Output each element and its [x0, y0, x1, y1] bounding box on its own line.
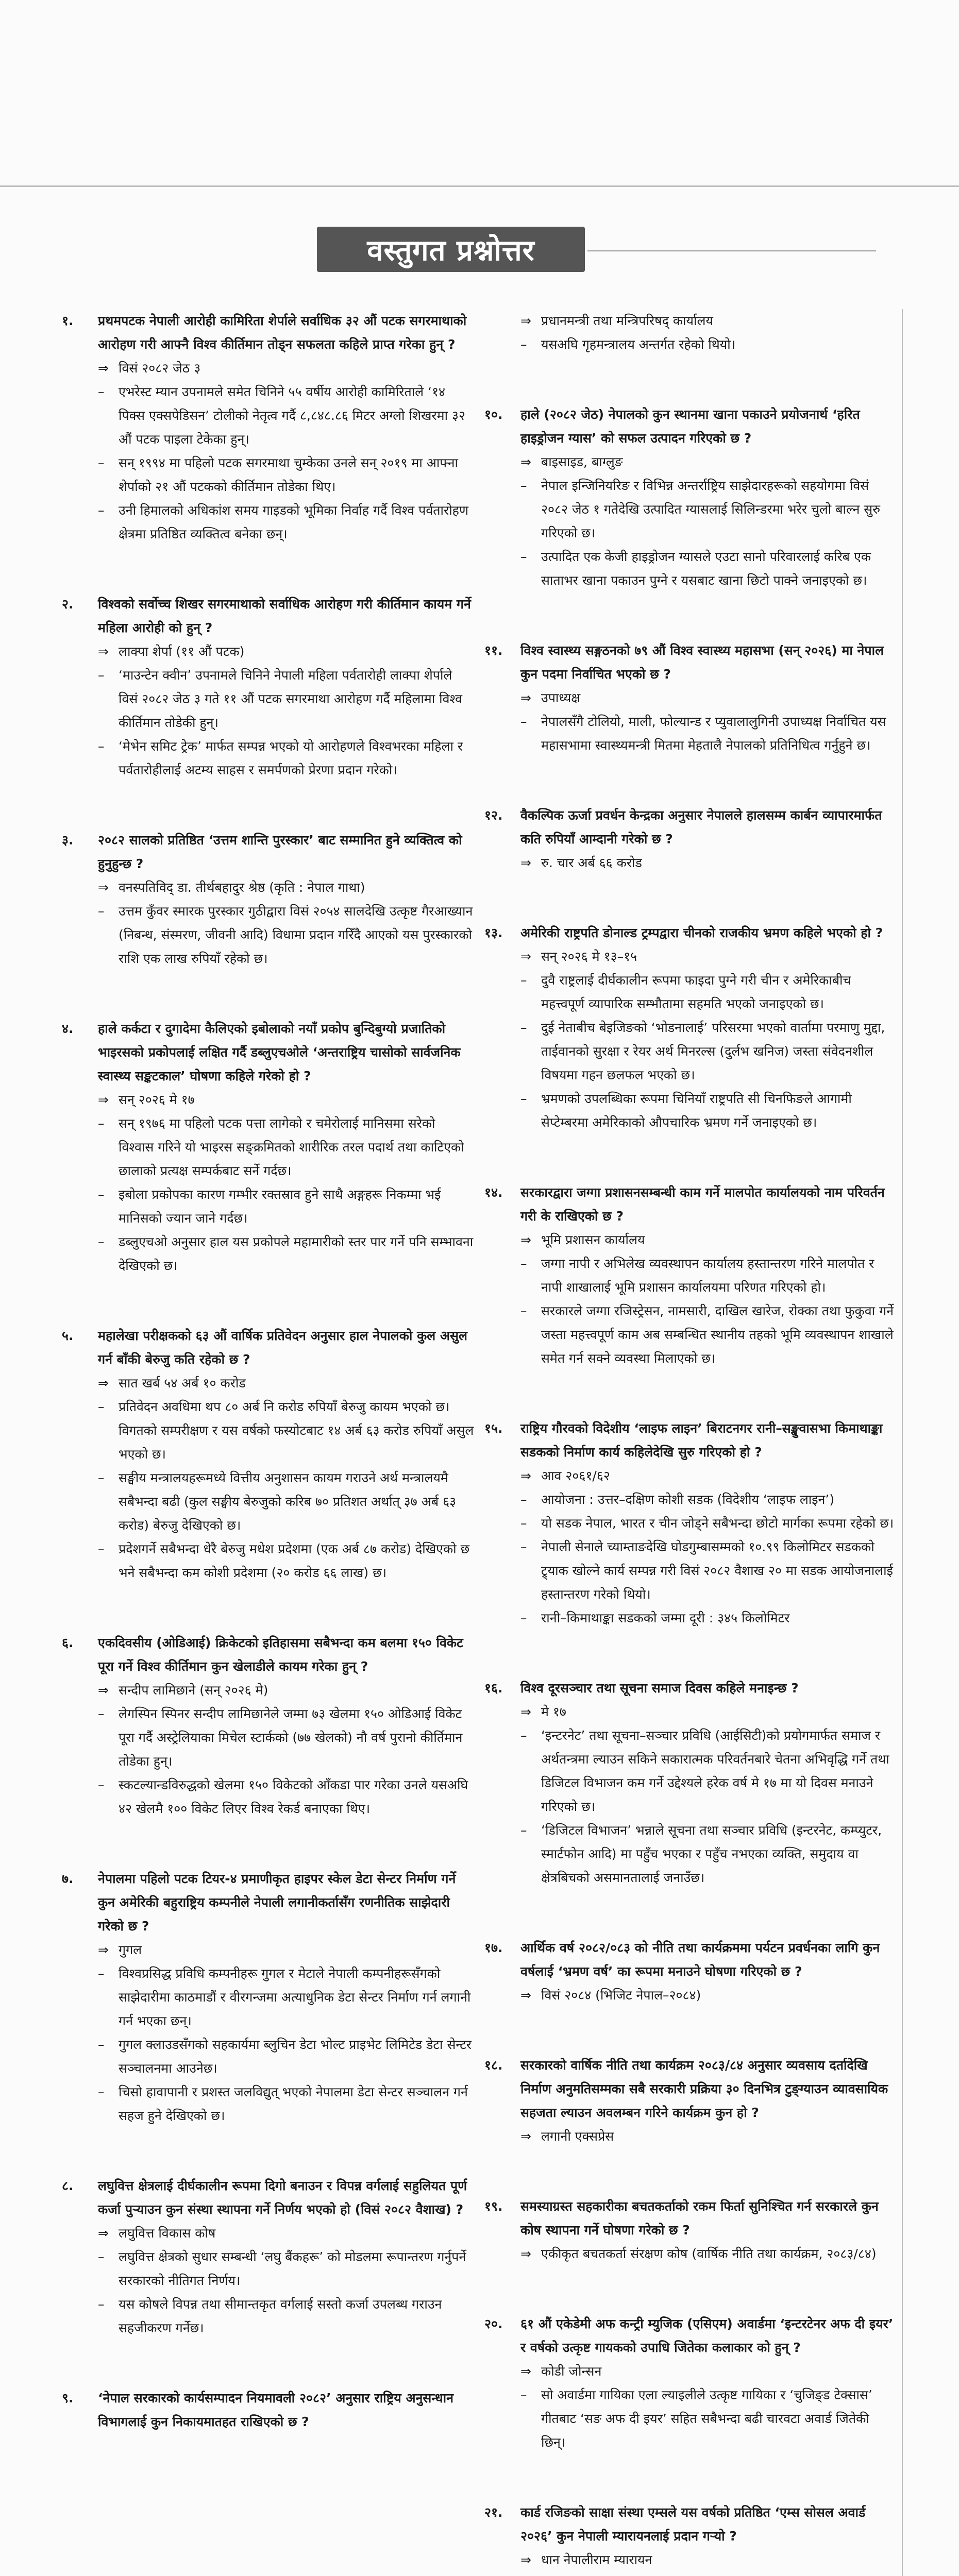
question-number: १९. [484, 2199, 503, 2214]
answer [520, 1984, 897, 2007]
note-text: सन् १९९४ मा पहिलो पटक सगरमाथा चुम्केका उनले सन् २०१९ मा आफ्ना शेर्पाको २१ औं पटकको कीर्तिमान तोडेका थिए। [119, 455, 458, 494]
note-item [520, 1016, 897, 1087]
question-item [62, 1017, 474, 1278]
answer-text: विसं २०८४ (भिजिट नेपाल–२०८४) [541, 1988, 701, 2003]
note-item [98, 664, 474, 735]
answer [98, 1679, 474, 1702]
answer-arrow-icon: ⇒ [98, 2226, 109, 2241]
bullet-dash-icon: – [98, 1706, 105, 1721]
answer-notes [98, 2245, 474, 2340]
answer-arrow-icon: ⇒ [520, 1704, 531, 1719]
answer-notes [520, 474, 897, 592]
bullet-dash-icon: – [98, 455, 105, 470]
question-number: ४. [62, 1021, 74, 1036]
bullet-dash-icon: – [98, 384, 105, 399]
bullet-dash-icon: – [98, 2249, 105, 2264]
question [62, 1017, 474, 1088]
question-number: ७. [62, 1871, 74, 1886]
bullet-dash-icon: – [98, 668, 105, 683]
question-item [62, 2174, 474, 2340]
answer-text: वनस्पतिविद् डा. तीर्थबहादुर श्रेष्ठ (कृति : नेपाल गाथा) [119, 880, 365, 895]
note-item [98, 735, 474, 782]
bullet-dash-icon: – [520, 1020, 527, 1035]
answer-text: लाक्पा शेर्पा (११ औं पटक) [119, 644, 245, 659]
answer-notes [98, 664, 474, 782]
bullet-dash-icon: – [98, 1399, 105, 1414]
answer-text: एकीकृत बचतकर्ता संरक्षण कोष (वार्षिक नीति तथा कार्यक्रम, २०८३/८४) [541, 2246, 877, 2261]
answer-arrow-icon: ⇒ [98, 1092, 109, 1107]
question-text: आर्थिक वर्ष २०८२/०८३ को नीति तथा कार्यक्रममा पर्यटन प्रवर्धनका लागि कुन वर्षलाई ‘भ्रमण वर्ष’ का रूपमा मनाउने घोषणा गरिएको छ ? [520, 1940, 880, 1979]
answer [520, 450, 897, 474]
answer-arrow-icon: ⇒ [520, 949, 531, 964]
answer-arrow-icon: ⇒ [98, 1683, 109, 1698]
question-item [484, 1417, 897, 1630]
answer [98, 640, 474, 664]
note-text: इबोला प्रकोपका कारण गम्भीर रक्तस्राव हुने साथै अङ्गहरू निकम्मा भई मानिसको ज्यान जाने गर्दछ। [119, 1187, 441, 1226]
question-text: लघुवित्त क्षेत्रलाई दीर्घकालीन रूपमा दिगो बनाउन र विपन्न वर्गलाई सहुलियत पूर्ण कर्जा पुऱ्याउन कुन संस्था स्थापना गर्ने निर्णय भएको हो (विसं २०८२ वैशाख) ? [98, 2178, 467, 2217]
answer [520, 1228, 897, 1252]
bullet-dash-icon: – [98, 1470, 105, 1485]
question [484, 639, 897, 686]
note-item [98, 1183, 474, 1230]
question-number: १३. [484, 925, 503, 940]
question [62, 592, 474, 640]
answer-text: लगानी एक्सप्रेस [541, 2129, 614, 2144]
question-text: एकदिवसीय (ओडिआई) क्रिकेटको इतिहासमा सबैभन्दा कम बलमा १५० विकेट पूरा गर्ने विश्व कीर्तिमान कुन खेलाडीले कायम गरेका हुन् ? [98, 1635, 463, 1674]
bullet-dash-icon: – [98, 2297, 105, 2312]
note-item [98, 1466, 474, 1537]
note-item [520, 1488, 897, 1512]
answer-arrow-icon: ⇒ [520, 1232, 531, 1247]
note-text: सङ्घीय मन्त्रालयहरूमध्ये वित्तीय अनुशासन कायम गराउने अर्थ मन्त्रालयमै सबैभन्दा बढी (कुल सङ्घीय बेरुजुको करिब ७० प्रतिशत अर्थात् ३७ अर्ब ६३ करोड) बेरुजु देखिएको छ। [119, 1470, 457, 1533]
question [484, 1181, 897, 1228]
answer-arrow-icon: ⇒ [520, 1468, 531, 1483]
question-text: हाले कर्कटा र दुगादेमा कैलिएको इबोलाको नयाँ प्रकोप बुन्दिबुग्यो प्रजातिको भाइरसको प्रकोपलाई लक्षित गर्दै डब्लुएचओले ‘अन्तराष्ट्रिय चासोको सार्वजनिक स्वास्थ्य सङ्कटकाल’ घोषणा कहिले गरेको हो ? [98, 1021, 461, 1083]
note-text: आयोजना : उत्तर–दक्षिण कोशी सडक (विदेशीय ‘लाइफ लाइन’) [541, 1492, 835, 1507]
answer [520, 2125, 897, 2148]
note-item [520, 1299, 897, 1370]
answer-text: प्रधानमन्त्री तथा मन्त्रिपरिषद् कार्यालय [541, 313, 713, 328]
question-text: २०८२ सालको प्रतिष्ठित ‘उत्तम शान्ति पुरस्कार’ बाट सम्मानित हुने व्यक्तित्व को हुनुहुन्छ ? [98, 833, 462, 871]
answer-notes [520, 1724, 897, 1890]
note-text: प्रदेशगर्ने सबैभन्दा धेरै बेरुजु मधेश प्रदेशमा (एक अर्ब ८७ करोड) देखिएको छ भने सबैभन्दा कम कोशी प्रदेशमा (२० करोड ६६ लाख) छ। [119, 1541, 470, 1580]
question-number: ५. [62, 1328, 74, 1343]
answer-text: भूमि प्रशासन कार्यालय [541, 1232, 645, 1247]
answer-arrow-icon: ⇒ [98, 1942, 109, 1957]
question-text: राष्ट्रिय गौरवको विदेशीय ‘लाइफ लाइन’ बिराटनगर रानी–सङ्खुवासभा किमाथाङ्का सडकको निर्माण कार्य कहिलेदेखि सुरु गरिएको हो ? [520, 1421, 883, 1460]
question-number: ११. [484, 643, 503, 658]
note-text: उत्पादित एक केजी हाइड्रोजन ग्यासले एउटा सानो परिवारलाई करिब एक साताभर खाना पकाउन पुग्ने र यसबाट खाना छिटो पाक्ने जनाइएको छ। [541, 549, 871, 588]
note-item [98, 499, 474, 546]
question-item [484, 2312, 897, 2454]
bullet-dash-icon: – [520, 1516, 527, 1531]
question-item [484, 2195, 897, 2266]
question-item [484, 639, 897, 757]
question-number: १५. [484, 1421, 503, 1436]
question-number: १८. [484, 2058, 503, 2073]
bullet-dash-icon: – [520, 478, 527, 493]
answer [520, 1464, 897, 1488]
question [484, 2312, 897, 2360]
answer-text: लघुवित्त विकास कोष [119, 2226, 216, 2241]
note-item [520, 710, 897, 757]
question-text: विश्वको सर्वोच्च शिखर सगरमाथाको सर्वाधिक आरोहण गरी कीर्तिमान कायम गर्ने महिला आरोही को हुन् ? [98, 597, 471, 635]
note-item [98, 1773, 474, 1821]
answer-text: बाइसाइड, बाग्लुङ [541, 454, 623, 469]
question-number: १. [62, 313, 74, 328]
question [62, 1867, 474, 1938]
note-item [98, 1537, 474, 1585]
question-item [484, 2054, 897, 2148]
question-text: सरकारद्वारा जग्गा प्रशासनसम्बन्धी काम गर्ने मालपोत कार्यालयको नाम परिवर्तन गरी के राखिएको छ ? [520, 1185, 885, 1224]
note-item [98, 380, 474, 451]
note-text: भ्रमणको उपलब्धिका रूपमा चिनियाँ राष्ट्रपति सी चिनफिङले आगामी सेप्टेम्बरमा अमेरिकाको औपचारिक भ्रमण गर्ने जनाइएको छ। [541, 1091, 852, 1130]
bullet-dash-icon: – [520, 1728, 527, 1743]
note-item [520, 1087, 897, 1134]
answer-arrow-icon: ⇒ [520, 2552, 531, 2567]
note-text: दुई नेताबीच बेइजिङको ‘भोडनालाई’ परिसरमा भएको वार्तामा परमाणु मुद्दा, ताईवानको सुरक्षा र रेयर अर्थ मिनरल्स (दुर्लभ खनिज) जस्ता संवेदनशील विषयमा गहन छलफल भएको छ। [541, 1020, 885, 1082]
answer [520, 2360, 897, 2383]
question-item [62, 2386, 474, 2434]
bullet-dash-icon: – [520, 337, 527, 352]
bullet-dash-icon: – [98, 1966, 105, 1981]
answer [520, 851, 897, 875]
question-item [62, 1631, 474, 1821]
question-number: २०. [484, 2316, 503, 2331]
bullet-dash-icon: – [520, 1492, 527, 1507]
answer-notes [520, 710, 897, 757]
answer-notes [520, 1252, 897, 1370]
answer-arrow-icon: ⇒ [520, 2246, 531, 2261]
bullet-dash-icon: – [98, 2084, 105, 2099]
answer-text: सन् २०२६ मे १३–१५ [541, 949, 637, 964]
answer-notes [520, 2572, 897, 2576]
answer [98, 1371, 474, 1395]
question-number: ३. [62, 833, 74, 848]
question-text: महालेखा परीक्षकको ६३ औं वार्षिक प्रतिवेदन अनुसार हाल नेपालको कुल असुल गर्न बाँकी बेरुजु कति रहेको छ ? [98, 1328, 467, 1367]
question [62, 1324, 474, 1371]
bullet-dash-icon: – [98, 739, 105, 754]
note-item [520, 474, 897, 545]
answer [520, 2548, 897, 2572]
bullet-dash-icon: – [520, 1611, 527, 1625]
answer [98, 2222, 474, 2245]
note-text: उत्तम कुँवर स्मारक पुरस्कार गुठीद्वारा विसं २०५४ सालदेखि उत्कृष्ट गैरआख्यान (निबन्ध, संस्मरण, जीवनी आदि) विधामा प्रदान गरिँदै आएको यस पुरस्कारको राशि एक लाख रुपियाँ रहेको छ। [119, 904, 473, 966]
note-text: उनी हिमालको अधिकांश समय गाइडको भूमिका निर्वाह गर्दै विश्व पर्वतारोहण क्षेत्रमा प्रतिष्ठित व्यक्तित्व बनेका छन्। [119, 503, 469, 541]
question-item [484, 309, 897, 357]
answer [98, 357, 474, 380]
answer-notes [98, 1112, 474, 1278]
question [484, 1676, 897, 1700]
answer-arrow-icon: ⇒ [520, 2129, 531, 2144]
note-item [98, 1230, 474, 1278]
note-text: स्कटल्यान्डविरुद्धको खेलमा १५० विकेटको आँकडा पार गरेका उनले यसअघि ४२ खेलमै १०० विकेट लिएर विश्व रेकर्ड बनाएका थिए। [119, 1777, 468, 1816]
answer [520, 309, 897, 333]
note-item [520, 545, 897, 592]
answer-arrow-icon: ⇒ [98, 1376, 109, 1391]
question-text: नेपालमा पहिलो पटक टियर-४ प्रमाणीकृत हाइपर स्केल डेटा सेन्टर निर्माण गर्ने कुन अमेरिकी बहुराष्ट्रिय कम्पनीले नेपाली लगानीकर्तासँग रणनीतिक साझेदारी गरेको छ ? [98, 1871, 456, 1934]
top-rule [0, 185, 959, 187]
answer-notes [98, 380, 474, 546]
note-text: विश्वप्रसिद्ध प्रविधि कम्पनीहरू गुगल र मेटाले नेपाली कम्पनीहरूसँगको साझेदारीमा काठमाडौं र वीरगन्जमा अत्याधुनिक डेटा सेन्टर निर्माण गर्न लगानी गर्न भएका छन्। [119, 1966, 471, 2028]
answer-notes [98, 1702, 474, 1821]
answer-notes [98, 1962, 474, 2128]
question-item [484, 2501, 897, 2576]
question-text: ६१ औं एकेडेमी अफ कन्ट्री म्युजिक (एसिएम) अवार्डमा ‘इन्टरटेनर अफ दी इयर’ र वर्षको उत्कृष्ट गायकको उपाधि जितेका कलाकार को हुन् ? [520, 2316, 894, 2355]
bullet-dash-icon: – [520, 1823, 527, 1838]
bullet-dash-icon: – [520, 1091, 527, 1106]
bullet-dash-icon: – [520, 1539, 527, 1554]
note-text: ‘मेभेन समिट ट्रेक’ मार्फत सम्पन्न भएको यो आरोहणले विश्वभरका महिला र पर्वतारोहीलाई अटम्य साहस र समर्पणको प्रेरणा प्रदान गरेको। [119, 739, 463, 777]
answer-text: गुगल [119, 1942, 142, 1957]
answer-text: सन्दीप लामिछाने (सन् २०२६ मे) [119, 1683, 268, 1698]
note-text: गुगल क्लाउडसँगको सहकार्यमा ब्लुचिन डेटा भोल्ट प्राइभेट लिमिटेड डेटा सेन्टर सञ्चालनमा आउनेछ। [119, 2037, 472, 2076]
note-item [98, 1962, 474, 2033]
answer-notes [520, 969, 897, 1134]
answer-arrow-icon: ⇒ [98, 644, 109, 659]
question-text: प्रथमपटक नेपाली आरोही कामिरिता शेर्पाले सर्वाधिक ३२ औं पटक सगरमाथाको आरोहण गरी आफ्नै विश्व कीर्तिमान तोड्न सफलता कहिले प्राप्त गरेका हुन् ? [98, 313, 467, 352]
question-item [484, 1181, 897, 1370]
question-number: ९. [62, 2391, 74, 2405]
side-rule [902, 309, 903, 2576]
note-text: ‘माउन्टेन क्वीन’ उपनामले चिनिने नेपाली महिला पर्वतारोही लाक्पा शेर्पाले विसं २०८२ जेठ ३ गते ११ औं पटक सगरमाथा आरोहण गर्दै महिलामा विश्व कीर्तिमान तोडेकी हुन्। [119, 668, 463, 730]
note-text: सरकारले जग्गा रजिस्ट्रेसन, नामसारी, दाखिल खारेज, रोक्का तथा फुकुवा गर्ने जस्ता महत्त्वपूर्ण काम अब सम्बन्धित स्थानीय तहको भूमि व्यवस्थापन शाखाले समेत गर्न सक्ने व्यवस्था मिलाएको छ। [541, 1303, 894, 1366]
bullet-dash-icon: – [98, 1777, 105, 1792]
note-item [98, 2293, 474, 2340]
question-number: २१. [484, 2505, 503, 2520]
answer-text: सात खर्ब ५४ अर्ब १० करोड [119, 1376, 246, 1391]
note-text: लेगस्पिन स्पिनर सन्दीप लामिछानेले जम्मा ७३ खेलमा १५० ओडिआई विकेट पूरा गर्दै अस्ट्रेलियाका मिचेल स्टार्कको (७७ खेलको) नौ वर्ष पुरानो कीर्तिमान तोडेका हुन्। [119, 1706, 463, 1769]
answer [520, 945, 897, 969]
question-number: १६. [484, 1681, 503, 1696]
question-text: विश्व दूरसञ्चार तथा सूचना समाज दिवस कहिले मनाइन्छ ? [520, 1681, 799, 1696]
answer-text: धान नेपालीराम म्यारायन [541, 2552, 652, 2567]
note-text: ‘डिजिटल विभाजन’ भन्नाले सूचना तथा सञ्चार प्रविधि (इन्टरनेट, कम्प्युटर, स्मार्टफोन आदि) मा पहुँच भएका र पहुँच नभएका व्यक्ति, समुदाय वा क्षेत्रबिचको असमानतालाई जनाउँछ। [541, 1823, 882, 1885]
note-item [520, 2383, 897, 2454]
note-text [541, 2572, 897, 2576]
note-item [520, 333, 897, 357]
note-item [520, 1724, 897, 1819]
question [62, 1631, 474, 1679]
question-item [62, 592, 474, 782]
bullet-dash-icon: – [98, 904, 105, 919]
answer-notes [98, 900, 474, 971]
answer-arrow-icon: ⇒ [520, 313, 531, 328]
answer-arrow-icon: ⇒ [520, 1988, 531, 2003]
question [484, 2054, 897, 2125]
question [484, 921, 897, 945]
answer-text: सन् २०२६ मे १७ [119, 1092, 195, 1107]
note-text: नेपाली सेनाले च्याम्ताङदेखि घोडगुम्बासम्मको १०.९९ किलोमिटर सडकको ट्र्याक खोल्ने कार्य सम्पन्न गरी विसं २०८२ वैशाख २० मा सडक आयोजनालाई हस्तान्तरण गरेको थियो। [541, 1539, 893, 1602]
question [62, 2174, 474, 2222]
note-item [98, 900, 474, 971]
bullet-dash-icon: – [520, 2387, 527, 2402]
bullet-dash-icon: – [98, 1116, 105, 1131]
answer [98, 876, 474, 900]
question [484, 1936, 897, 1984]
answer-notes [98, 1395, 474, 1585]
note-item [520, 969, 897, 1016]
answer [98, 1938, 474, 1962]
answer [520, 2242, 897, 2266]
question-text: सरकारको वार्षिक नीति तथा कार्यक्रम २०८३/८४ अनुसार व्यवसाय दर्तादेखि निर्माण अनुमतिसम्मका सबै सरकारी प्रक्रिया ३० दिनभित्र टुङ्ग्याउन व्यावसायिक सहजता ल्याउन अवलम्बन गरिने कार्यक्रम कुन हो ? [520, 2058, 888, 2120]
note-item [520, 1819, 897, 1890]
bullet-dash-icon: – [520, 714, 527, 729]
note-text: ‘इन्टरनेट’ तथा सूचना–सञ्चार प्रविधि (आईसिटी)को प्रयोगमार्फत समाज र अर्थतन्त्रमा ल्याउन सकिने सकारात्मक परिवर्तनबारे चेतना अभिवृद्धि गर्ने तथा डिजिटल विभाजन कम गर्ने उद्देश्यले हरेक वर्ष मे १७ मा यो दिवस मनाउने गरिएको छ। [541, 1728, 889, 1814]
note-text: दुवै राष्ट्रलाई दीर्घकालीन रूपमा फाइदा पुग्ने गरी चीन र अमेरिकाबीच महत्त्वपूर्ण व्यापारिक सम्भौतामा सहमति भएको जनाइएको छ। [541, 973, 851, 1011]
note-text: चिसो हावापानी र प्रशस्त जलविद्युत् भएको नेपालमा डेटा सेन्टर सञ्चालन गर्न सहज हुने देखिएको छ। [119, 2084, 468, 2123]
bullet-dash-icon: – [520, 1303, 527, 1318]
question-item [62, 1867, 474, 2128]
question-number: २. [62, 597, 74, 612]
question-number: ८. [62, 2178, 74, 2193]
answer-arrow-icon: ⇒ [520, 690, 531, 705]
note-text: नेपाल इन्जिनियरिङ र विभिन्न अन्तर्राष्ट्रिय साझेदारहरूको सहयोगमा विसं २०८२ जेठ १ गतेदेखि उत्पादित ग्यासलाई सिलिन्डरमा भरेर चुलो बाल्न सुरु गरिएको छ। [541, 478, 881, 540]
note-item [98, 2080, 474, 2128]
note-text: यस कोषले विपन्न तथा सीमान्तकृत वर्गलाई सस्तो कर्जा उपलब्ध गराउन सहजीकरण गर्नेछ। [119, 2297, 442, 2335]
answer [98, 1088, 474, 1112]
note-item [520, 1535, 897, 1606]
answer-arrow-icon: ⇒ [520, 454, 531, 469]
question-number: ६. [62, 1635, 74, 1650]
question-item [62, 828, 474, 971]
question-text: समस्याग्रस्त सहकारीका बचतकर्ताको रकम फिर्ता सुनिश्चित गर्न सरकारले कुन कोष स्थापना गर्ने घोषणा गरेको छ ? [520, 2199, 879, 2238]
bullet-dash-icon: – [98, 1187, 105, 1202]
answer-arrow-icon: ⇒ [98, 361, 109, 376]
note-text: जग्गा नापी र अभिलेख व्यवस्थापन कार्यालय हस्तान्तरण गरिने मालपोत र नापी शाखालाई भूमि प्रशासन कार्यालयमा परिणत गरिएको हो। [541, 1256, 874, 1295]
question [62, 2386, 474, 2434]
question-item [484, 804, 897, 875]
question-item [62, 309, 474, 546]
question-text: विश्व स्वास्थ्य सङ्गठनको ७९ औं विश्व स्वास्थ्य महासभा (सन् २०२६) मा नेपाल कुन पदमा निर्वाचित भएको छ ? [520, 643, 884, 682]
answer-text: आव २०६१/६२ [541, 1468, 610, 1483]
note-item [520, 1252, 897, 1299]
question [62, 828, 474, 876]
answer [520, 686, 897, 710]
answer-notes [520, 1488, 897, 1630]
note-text: सो अवार्डमा गायिका एला ल्याइलीले उत्कृष्ट गायिका र ‘चुजिङ्ड टेक्सास’ गीतबाट ‘सङ अफ दी इयर’ सहित सबैभन्दा बढी चारवटा अवार्ड जितेकी छिन्। [541, 2387, 872, 2450]
left-column [62, 309, 474, 2480]
bullet-dash-icon: – [98, 503, 105, 518]
bullet-dash-icon: – [98, 2037, 105, 2052]
answer-arrow-icon: ⇒ [520, 855, 531, 870]
answer-text: विसं २०८२ जेठ ३ [119, 361, 201, 376]
note-text: प्रतिवेदन अवधिमा थप ८० अर्ब नि करोड रुपियाँ बेरुजु कायम भएको छ। विगतको सम्परीक्षण र यस वर्षको फस्योटबाट १४ अर्ब ६३ करोड रुपियाँ असुल भएको छ। [119, 1399, 474, 1462]
question-number: १०. [484, 407, 503, 422]
question-text: अमेरिकी राष्ट्रपति डोनाल्ड ट्रम्पद्वारा चीनको राजकीय भ्रमण कहिले भएको हो ? [520, 925, 883, 940]
question [484, 2195, 897, 2242]
note-text: एभरेस्ट म्यान उपनामले समेत चिनिने ५५ वर्षीय आरोही कामिरिताले ‘१४ पिक्स एक्सपेडिसन’ टोलीको नेतृत्व गर्दै ८,८४८.८६ मिटर अग्लो शिखरमा ३२ औं पटक पाइला टेकेका हुन्। [119, 384, 465, 447]
bullet-dash-icon: – [98, 1541, 105, 1556]
answer-text: मे १७ [541, 1704, 566, 1719]
question-item [484, 1676, 897, 1890]
note-text: रानी–किमाथाङ्का सडकको जम्मा दूरी : ३४५ किलोमिटर [541, 1611, 790, 1625]
note-item [520, 2572, 897, 2576]
answer-arrow-icon: ⇒ [520, 2364, 531, 2379]
question-text: वैकल्पिक ऊर्जा प्रवर्धन केन्द्रका अनुसार नेपालले हालसम्म कार्बन व्यापारमार्फत कति रुपियाँ आम्दानी गरेको छ ? [520, 808, 882, 846]
answer-notes [520, 333, 897, 357]
question [484, 403, 897, 450]
note-text: नेपालसँगै टोलियो, माली, फोल्यान्ड र प्युवालालुगिनी उपाध्यक्ष निर्वाचित यस महासभामा स्वास्थ्यमन्त्री मितमा मेहतालै नेपालको प्रतिनिधित्व गर्नुहुने छ। [541, 714, 886, 753]
section-banner [317, 227, 585, 272]
note-text: सन् १९७६ मा पहिलो पटक पत्ता लागेको र चमेरोलाई मानिसमा सरेको विश्वास गरिने यो भाइरस सङ्क्रमितको शारीरिक तरल पदार्थ तथा काटिएको छालाको प्रत्यक्ष सम्पर्कबाट सर्ने गर्दछ। [119, 1116, 464, 1178]
question [484, 2501, 897, 2548]
note-item [98, 2245, 474, 2293]
question-number: १४. [484, 1185, 503, 1200]
note-item [98, 1702, 474, 1773]
bullet-dash-icon: – [98, 1234, 105, 1249]
answer-arrow-icon: ⇒ [98, 880, 109, 895]
question-item [484, 921, 897, 1134]
banner-rule [587, 250, 876, 251]
note-text: डब्लुएचओ अनुसार हाल यस प्रकोपले महामारीको स्तर पार गर्ने पनि सम्भावना देखिएको छ। [119, 1234, 474, 1273]
answer-text: कोडी जोन्सन [541, 2364, 602, 2379]
question-text: कार्ड रजिङको साक्षा संस्था एम्सले यस वर्षको प्रतिष्ठित ‘एम्स सोसल अवार्ड २०२६’ कुन नेपाली म्यारायनलाई प्रदान गर्‍यो ? [520, 2505, 866, 2544]
note-item [520, 1512, 897, 1535]
bullet-dash-icon: – [520, 973, 527, 988]
question-item [484, 403, 897, 592]
note-item [98, 1112, 474, 1183]
right-column [484, 309, 897, 2576]
note-text: यसअघि गृहमन्त्रालय अन्तर्गत रहेको थियो। [541, 337, 736, 352]
note-item [98, 451, 474, 499]
question-number: १७. [484, 1940, 503, 1955]
question-item [484, 1936, 897, 2007]
question [484, 804, 897, 851]
question-text: ‘नेपाल सरकारको कार्यसम्पादन नियमावली २०८२’ अनुसार राष्ट्रिय अनुसन्धान विभागलाई कुन निकायमातहत राखिएको छ ? [98, 2391, 453, 2429]
note-item [98, 1395, 474, 1466]
bullet-dash-icon: – [520, 1256, 527, 1271]
answer [520, 1700, 897, 1724]
note-item [520, 1606, 897, 1630]
question-item [62, 1324, 474, 1585]
section-title: वस्तुगत प्रश्नोत्तर [367, 234, 535, 267]
question-number: १२. [484, 808, 503, 823]
bullet-dash-icon [520, 2572, 541, 2576]
note-item [98, 2033, 474, 2080]
answer-notes [520, 2383, 897, 2454]
question [484, 1417, 897, 1464]
bullet-dash-icon: – [520, 549, 527, 564]
note-text: यो सडक नेपाल, भारत र चीन जोड्ने सबैभन्दा छोटो मार्गका रूपमा रहेको छ। [541, 1516, 894, 1531]
note-text: लघुवित्त क्षेत्रको सुधार सम्बन्धी ‘लघु बैंकहरू’ को मोडलमा रूपान्तरण गर्नुपर्ने सरकारको नीतिगत निर्णय। [119, 2249, 466, 2288]
question [62, 309, 474, 357]
answer-text: रु. चार अर्ब ६६ करोड [541, 855, 642, 870]
question-text: हाले (२०८२ जेठ) नेपालको कुन स्थानमा खाना पकाउने प्रयोजनार्थ ‘हरित हाइड्रोजन ग्यास’ को सफल उत्पादन गरिएको छ ? [520, 407, 860, 446]
answer-text: उपाध्यक्ष [541, 690, 581, 705]
